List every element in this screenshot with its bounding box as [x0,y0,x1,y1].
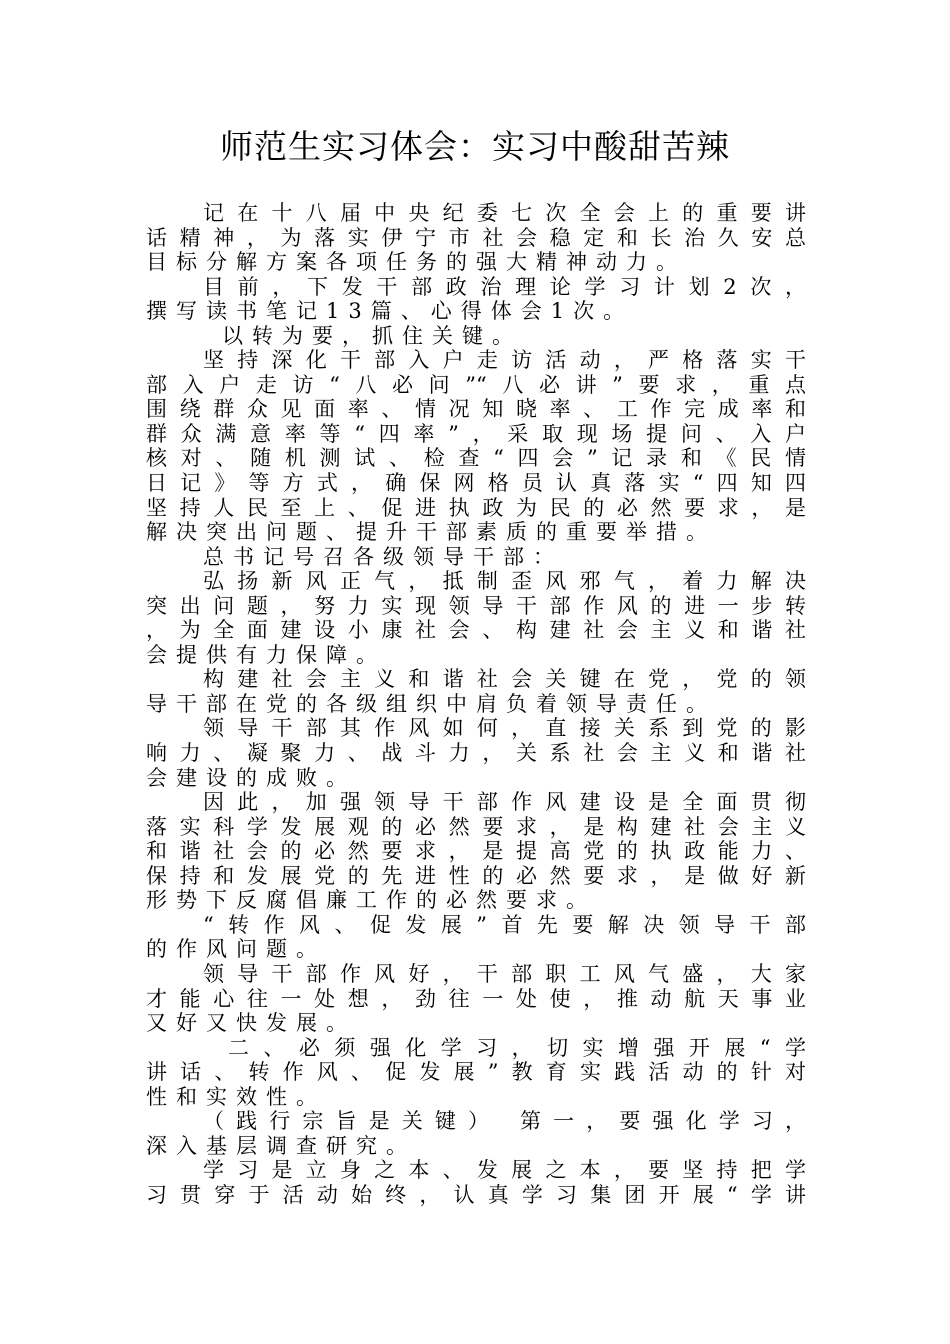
text-line: 深入基层调查研究。 [146,1133,416,1158]
text-line: 领导干部其作风如何，直接关系到党的影 [203,716,806,741]
text-line: 目标分解方案各项任务的强大精神动力。 [146,250,686,275]
text-line: 会建设的成败。 [146,765,356,790]
text-line: 保持和发展党的先进性的必然要求，是做好新 [146,863,806,888]
text-line: 因此，加强领导干部作风建设是全面贯彻 [203,790,806,815]
document-title: 师范生实习体会：实习中酸甜苦辣 [220,127,730,166]
text-line: 导干部在党的各级组织中肩负着领导责任。 [146,691,716,716]
text-line: 记在十八届中央纪委七次全会上的重要讲 [203,201,806,225]
text-line: 解决突出问题、提升干部素质的重要举措。 [146,520,716,545]
text-line: 构建社会主义和谐社会关键在党，党的领 [203,667,806,692]
text-line: 二、必须强化学习，切实增强开展“学 [228,1035,806,1060]
text-line: 总书记号召各级领导干部： [203,544,563,569]
text-line: 习贯穿于活动始终，认真学习集团开展“学讲 [146,1182,806,1207]
text-line: 性和实效性。 [146,1084,326,1109]
text-line: 领导干部作风好，干部职工风气盛，大家 [203,961,806,986]
text-line: “转作风、促发展”首先要解决领导干部 [203,912,806,937]
text-line: 落实科学发展观的必然要求，是构建社会主义 [146,814,806,839]
text-line: 群众满意率等“四率”，采取现场提问、入户 [146,421,806,446]
text-line: 和谐社会的必然要求，是提高党的执政能力、 [146,839,806,864]
text-line: 突出问题，努力实现领导干部作风的进一步转 [146,593,806,618]
text-line: 才能心往一处想，劲往一处使，推动航天事业 [146,986,806,1011]
text-line: 坚持人民至上、促进执政为民的必然要求，是 [146,495,806,520]
text-line: 学习是立身之本、发展之本，要坚持把学 [203,1158,806,1183]
text-line: 讲话、转作风、促发展”教育实践活动的针对 [146,1060,806,1085]
text-line: 的作风问题。 [146,937,326,962]
text-line: 部入户走访“八必问”“八必讲”要求，重点 [146,372,806,397]
text-line: 围绕群众见面率、情况知晓率、工作完成率和 [146,397,806,422]
text-line: ，为全面建设小康社会、构建社会主义和谐社 [146,618,806,643]
text-line: 又好又快发展。 [146,1011,356,1036]
text-line: （践行宗旨是关键） 第一，要强化学习， [203,1109,806,1134]
text-line: 会提供有力保障。 [146,642,386,667]
text-line: 撰写读书笔记13篇、心得体会1次。 [146,299,634,324]
text-line: 目前，下发干部政治理论学习计划2次， [203,274,806,299]
document-body [146,201,806,1207]
text-line: 以转为要，抓住关键。 [222,323,522,348]
text-line: 日记》等方式，确保网格员认真落实“四知四 [146,471,806,496]
text-line: 核对、随机测试、检查“四会”记录和《民情 [146,446,806,471]
text-line: 坚持深化干部入户走访活动，严格落实干 [203,348,806,373]
text-line: 弘扬新风正气，抵制歪风邪气，着力解决 [203,569,806,594]
text-line: 形势下反腐倡廉工作的必然要求。 [146,888,596,913]
text-line: 话精神，为落实伊宁市社会稳定和长治久安总 [146,225,806,250]
text-line: 响力、凝聚力、战斗力，关系社会主义和谐社 [146,741,806,766]
